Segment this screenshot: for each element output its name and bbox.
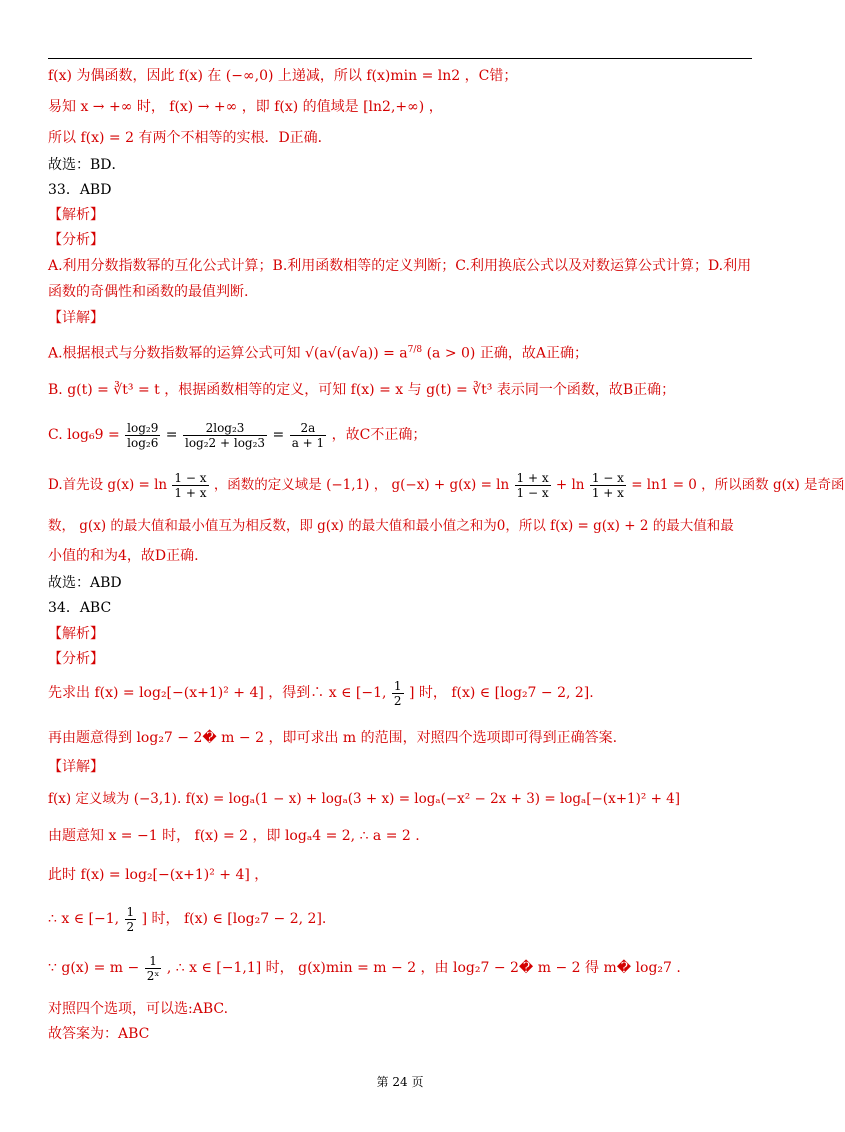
text-fragment: 先求出 f(x) = log₂[−(x+1)² + 4] ，得到∴ x ∈ [−1, (48, 685, 387, 701)
text-fragment: (a > 0) 正确，故A正确； (426, 345, 588, 362)
fraction-denominator: 1 + x (591, 486, 624, 500)
text-line (48, 902, 752, 936)
text-line: 数， g(x) 的最大值和最小值互为相反数，即 g(x) 的最大值和最小值之和为0，所以 f(x) = g(x) + 2 的最大值和最 (48, 518, 734, 534)
question-number: 33．ABD (48, 182, 112, 198)
page-number: 第 24 页 (376, 1075, 424, 1089)
fraction-denominator: log₂6 (127, 435, 159, 450)
text-fragment: D.首先设 g(x) = ln (48, 477, 168, 493)
section-heading: 【分析】 (48, 232, 104, 248)
text-line: 所以 f(x) = 2 有两个不相等的实根．D正确． (48, 130, 332, 146)
fraction-numerator: 1 (126, 904, 135, 919)
fraction-numerator: 1 − x (591, 471, 624, 485)
fraction-numerator: 2log₂3 (183, 421, 267, 436)
text-line: 由题意知 x = −1 时， f(x) = 2 ，即 logₐ4 = 2, ∴ a = 2 . (48, 828, 420, 844)
fraction-numerator: log₂9 (127, 420, 159, 435)
fraction-numerator: 1 + x (516, 471, 549, 485)
text-line (48, 676, 752, 710)
section-heading: 【详解】 (48, 759, 104, 775)
exponent: 7/8 (407, 345, 423, 355)
text-fragment: + ln (555, 477, 585, 493)
text-line (48, 468, 845, 502)
text-line: f(x) 为偶函数，因此 f(x) 在 (−∞,0) 上递减，所以 f(x)min = ln2 ，C错； (48, 68, 518, 84)
section-heading: 【详解】 (48, 310, 104, 326)
fraction-denominator: a + 1 (291, 435, 325, 450)
text-fragment: A.根据根式与分数指数幂的运算公式可知 √(a√(a√a)) = a (48, 345, 408, 362)
text-fragment: ，故C不正确； (331, 427, 427, 443)
section-heading: 【分析】 (48, 651, 104, 667)
fraction-denominator: 1 + x (174, 486, 207, 500)
fraction-numerator: 1 (393, 678, 402, 693)
text-line (48, 340, 752, 364)
section-heading: 【解析】 (48, 626, 104, 642)
text-line: 函数的奇偶性和函数的最值判断. (48, 284, 249, 300)
fraction-denominator: 2 (126, 919, 135, 934)
text-fragment: ∴ x ∈ [−1, (48, 911, 120, 927)
text-line: A.利用分数指数幂的互化公式计算；B.利用函数相等的定义判断；C.利用换底公式以及对数运算公式计算；D.利用 (48, 258, 752, 274)
text-fragment: , ∴ x ∈ [−1,1] 时， g(x)min = m − 2 ，由 log₂7 − 2� m − 2 得 m� log₂7 . (166, 960, 681, 976)
text-line: 故答案为：ABC (48, 1026, 150, 1042)
text-line: 此时 f(x) = log₂[−(x+1)² + 4] ， (48, 867, 269, 883)
question-number: 34．ABC (48, 600, 112, 616)
section-heading: 【解析】 (48, 207, 104, 223)
text-line: 再由题意得到 log₂7 − 2� m − 2 ，即可求出 m 的范围，对照四个选项即可得到正确答案. (48, 730, 618, 746)
text-line: 小值的和为4，故D正确. (48, 548, 199, 564)
text-line: 故选：ABD (48, 575, 122, 591)
fraction-denominator: 2ˣ (146, 968, 160, 983)
fraction-denominator: log₂2 + log₂3 (184, 435, 266, 450)
text-line: 对照四个选项，可以选:ABC. (48, 1001, 229, 1017)
fraction-numerator: 1 (145, 954, 162, 969)
text-fragment: ] 时， f(x) ∈ [log₂7 − 2, 2]. (408, 685, 594, 701)
text-line: f(x) 定义域为 (−3,1). f(x) = logₐ(1 − x) + logₐ(3 + x) = logₐ(−x² − 2x + 3) = logₐ[−(x+1)² + 4] (48, 791, 681, 807)
text-line: 易知 x → +∞ 时， f(x) → +∞ ，即 f(x) 的值域是 [ln2,+∞) ， (48, 99, 443, 115)
fraction-numerator: 1 − x (174, 471, 207, 485)
text-line (48, 951, 752, 985)
text-line: C. log₆9 = $\frac{\text{log₂9}}{\text{log₂6}}$ = $\frac{\text{2log₂3}}{\text{log₂2 + log₂3}}$ = $\frac{2a}{a + 1}$ ，故C不正确； (48, 420, 427, 450)
text-fragment: ∵ g(x) = m − (48, 960, 140, 976)
text-fragment: C. log₆9 = (48, 427, 120, 443)
fraction-numerator: 2a (290, 421, 326, 436)
text-fragment: ，函数的定义域是 (−1,1) ， g(−x) + g(x) = ln (213, 477, 510, 493)
header-rule (48, 58, 752, 59)
text-fragment: = ln1 = 0 ，所以函数 g(x) 是奇函 (631, 477, 845, 493)
text-line: 故选：BD． (48, 157, 126, 173)
fraction-denominator: 1 − x (516, 486, 549, 500)
fraction-denominator: 2 (393, 693, 402, 708)
text-line: B. g(t) = ∛t³ = t ，根据函数相等的定义，可知 f(x) = x 与 g(t) = ∛t³ 表示同一个函数，故B正确； (48, 382, 676, 398)
text-fragment: ] 时， f(x) ∈ [log₂7 − 2, 2]. (141, 911, 327, 927)
